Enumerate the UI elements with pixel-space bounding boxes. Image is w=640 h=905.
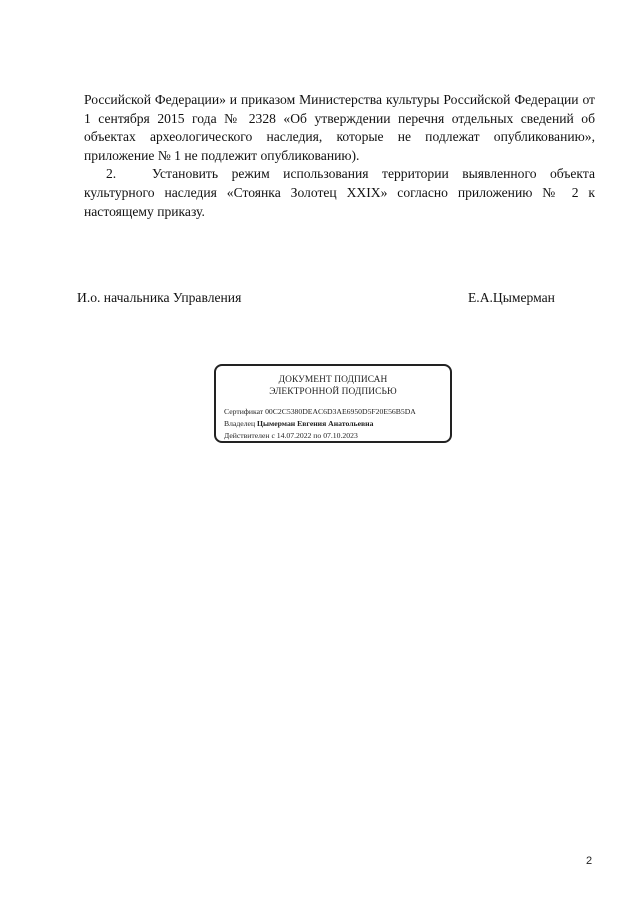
owner-label: Владелец bbox=[224, 419, 256, 428]
certificate-value: 00C2C5380DEAC6D3AE6950D5F20E56B5DA bbox=[265, 407, 416, 416]
owner-value: Цымерман Евгения Анатольевна bbox=[256, 419, 374, 428]
document-body bbox=[84, 91, 595, 221]
valid-to-label: по bbox=[313, 431, 322, 440]
paragraph-2-number: 2. bbox=[106, 166, 117, 182]
stamp-certificate-line bbox=[224, 407, 416, 417]
page-number: 2 bbox=[586, 855, 593, 867]
stamp-validity-line bbox=[224, 431, 358, 441]
stamp-owner-line bbox=[224, 419, 373, 429]
valid-to-date: 07.10.2023 bbox=[323, 431, 358, 440]
paragraph-2 bbox=[84, 165, 595, 221]
paragraph-2-text: Установить режим использования территории выявленного объекта культурного наследия «Стоянка Золотец XXIX» согласно приложению № 2 к настоящему приказу. bbox=[84, 166, 595, 219]
valid-label: Действителен bbox=[224, 431, 270, 440]
stamp-heading bbox=[216, 375, 450, 398]
certificate-label: Сертификат bbox=[224, 407, 264, 416]
stamp-heading-line-1: ДОКУМЕНТ ПОДПИСАН bbox=[278, 375, 388, 385]
electronic-signature-stamp bbox=[214, 364, 452, 443]
paragraph-continuation: Российской Федерации» и приказом Министерства культуры Российской Федерации от 1 сентября 2015 года № 2328 «Об утверждении перечня отдельных сведений об объектах археологического наследия, которые не подлежат опубликованию», приложение № 1 не подлежит опубликованию). bbox=[84, 92, 595, 163]
valid-from-label: с bbox=[271, 431, 275, 440]
signatory-name: Е.А.Цымерман bbox=[468, 290, 555, 305]
signatory-position: И.о. начальника Управления bbox=[77, 290, 242, 305]
valid-from-date: 14.07.2022 bbox=[276, 431, 312, 440]
stamp-heading-line-2: ЭЛЕКТРОННОЙ ПОДПИСЬЮ bbox=[269, 386, 397, 397]
